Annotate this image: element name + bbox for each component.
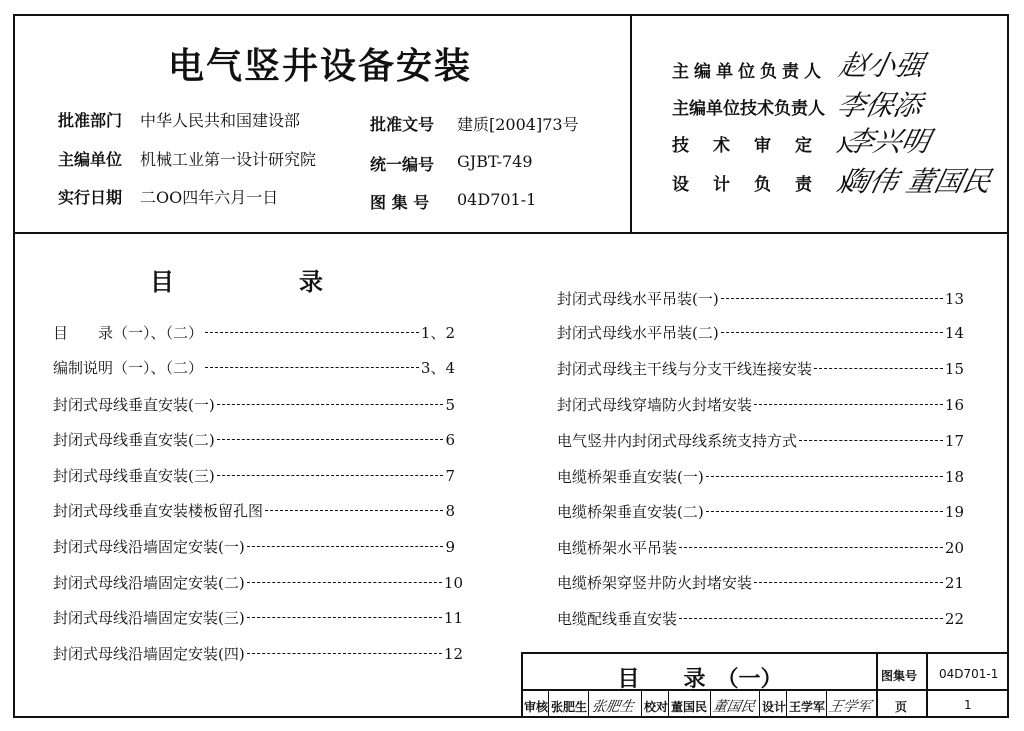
toc-item[interactable]: 封闭式母线沿墙固定安装(二) 10 <box>53 574 463 592</box>
toc-item[interactable]: 封闭式母线沿墙固定安装(四) 12 <box>53 645 463 663</box>
review-label: 审核 <box>524 700 549 714</box>
signature-3: 李兴明 <box>842 125 934 158</box>
header-divider <box>13 232 1009 234</box>
page-label: 页 <box>895 700 908 714</box>
designer-name: 王学军 <box>789 700 826 714</box>
toc-title-right: 录 <box>299 268 323 296</box>
checker-signature: 董国民 <box>711 699 757 715</box>
title-block-vline <box>668 690 669 718</box>
toc-item[interactable]: 编制说明（一）、（二） 3、4 <box>53 359 455 377</box>
effective-date-label: 实行日期 <box>58 188 123 207</box>
title-block-atlas-label: 图集号 <box>881 669 918 683</box>
editor-unit-label: 主编单位 <box>58 150 123 169</box>
title-block-vline <box>786 690 787 718</box>
toc-item[interactable]: 电缆桥架水平吊装 20 <box>557 539 964 557</box>
checker-name: 董国民 <box>671 700 708 714</box>
signature-4: 陶伟 董国民 <box>838 165 995 198</box>
unified-no: GJBT-749 <box>457 152 533 171</box>
approval-dept: 中华人民共和国建设部 <box>140 111 301 130</box>
atlas-no-label: 图 集 号 <box>370 193 430 212</box>
toc-item[interactable]: 电缆桥架穿竖井防火封堵安装 21 <box>557 574 964 592</box>
approval-doc-label: 批准文号 <box>370 115 435 134</box>
toc-item[interactable]: 封闭式母线穿墙防火封堵安装 16 <box>557 396 964 414</box>
editor-unit: 机械工业第一设计研究院 <box>140 150 317 169</box>
toc-item[interactable]: 封闭式母线水平吊装(一) 13 <box>557 290 964 308</box>
toc-title-left: 目 <box>150 268 174 296</box>
toc-item[interactable]: 封闭式母线水平吊装(二) 14 <box>557 324 964 342</box>
atlas-title: 电气竖井设备安装 <box>167 46 472 87</box>
reviewer-signature: 张肥生 <box>590 699 636 715</box>
toc-item[interactable]: 电缆配线垂直安装 22 <box>557 610 964 628</box>
title-block-vline <box>876 652 878 718</box>
toc-title <box>150 262 323 297</box>
toc-item[interactable]: 封闭式母线垂直安装楼板留孔图 8 <box>53 502 455 520</box>
toc-item[interactable]: 封闭式母线沿墙固定安装(三) 11 <box>53 609 463 627</box>
check-label: 校对 <box>644 700 669 714</box>
toc-item[interactable]: 目 录（一）、（二） 1、2 <box>53 324 455 342</box>
approval-dept-label: 批准部门 <box>58 111 123 130</box>
atlas-no: 04D701-1 <box>457 190 537 209</box>
title-block-title: 目 录 （一） <box>617 667 783 692</box>
responsible-role-1: 主编单位负责人 <box>672 62 826 82</box>
toc-item[interactable]: 电缆桥架垂直安装(一) 18 <box>557 468 964 486</box>
toc-item[interactable]: 封闭式母线主干线与分支干线连接安装 15 <box>557 360 964 378</box>
header-vertical-divider <box>630 14 632 233</box>
toc-item[interactable]: 封闭式母线垂直安装(一) 5 <box>53 396 455 414</box>
page-number: 1 <box>964 698 972 712</box>
toc-item[interactable]: 电缆桥架垂直安装(二) 19 <box>557 503 964 521</box>
toc-item[interactable]: 封闭式母线沿墙固定安装(一) 9 <box>53 538 455 556</box>
responsible-role-3: 技术审定人 <box>672 136 877 156</box>
title-block-vline <box>926 652 928 718</box>
responsible-role-2: 主编单位技术负责人 <box>672 99 825 119</box>
title-block-atlas-no: 04D701-1 <box>939 667 999 681</box>
signature-1: 赵小强 <box>836 49 928 82</box>
toc-item[interactable]: 封闭式母线垂直安装(二) 6 <box>53 431 455 449</box>
toc-item[interactable]: 电气竖井内封闭式母线系统支持方式 17 <box>557 432 964 450</box>
unified-no-label: 统一编号 <box>370 155 435 174</box>
toc-item[interactable]: 封闭式母线垂直安装(三) 7 <box>53 467 455 485</box>
title-block-vline <box>641 690 642 718</box>
reviewer-name: 张肥生 <box>551 700 588 714</box>
designer-signature: 王学军 <box>827 699 873 715</box>
title-block-vline <box>548 690 549 718</box>
signature-2: 李保添 <box>834 89 926 122</box>
design-label: 设计 <box>762 700 787 714</box>
approval-doc: 建质[2004]73号 <box>457 115 579 134</box>
title-block-vline <box>759 690 760 718</box>
effective-date: 二OO四年六月一日 <box>140 188 279 207</box>
responsible-role-4: 设计负责人 <box>672 175 877 195</box>
title-block-vline <box>588 690 589 718</box>
